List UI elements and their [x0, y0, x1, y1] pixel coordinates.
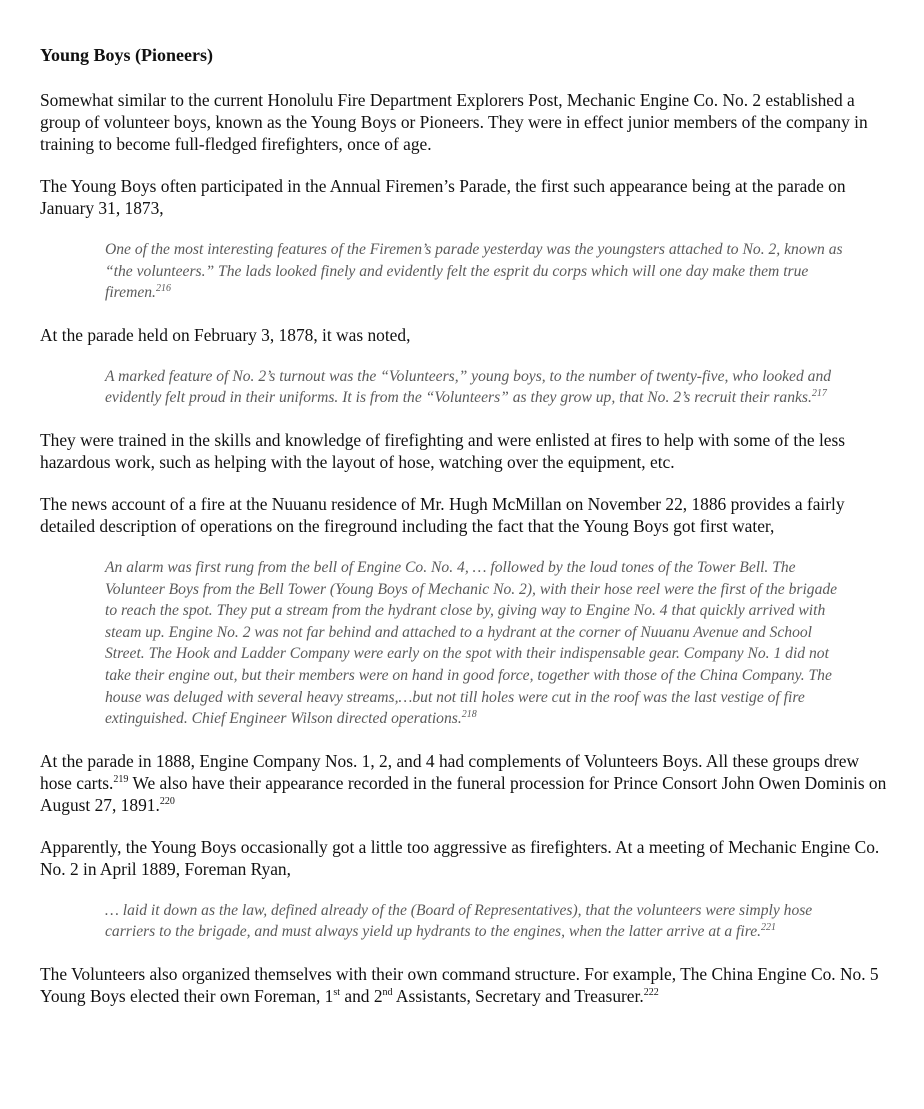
document-page [40, 44, 892, 1027]
section-heading: Young Boys (Pioneers) [40, 45, 214, 65]
ordinal-suffix: nd [382, 987, 393, 999]
footnote-ref-219: 219 [113, 773, 129, 785]
quote-foreman-ryan [40, 900, 892, 943]
paragraph-text: At the parade in 1888, Engine Company Nos. 1, 2, and 4 had complements of Volunteers Boys. All these groups drew hose carts. [40, 750, 860, 793]
quote-text: A marked feature of No. 2’s turnout was the “Volunteers,” young boys, to the number of twenty-five, who looked and evidently felt proud in their uniforms. It is from the “Volunteers” as they grow up, that No. 2’s recruit their ranks. [105, 367, 832, 407]
footnote-ref-220: 220 [159, 795, 175, 807]
paragraph-parade-1878: At the parade held on February 3, 1878, it was noted, [40, 324, 411, 345]
paragraph-command-structure [40, 963, 892, 1007]
footnote-ref-222: 222 [643, 987, 659, 999]
quote-1873 [40, 239, 892, 304]
quote-text: An alarm was first rung from the bell of Engine Co. No. 4, … followed by the loud tones of the Tower Bell. The Volunteer Boys from the Bell Tower (Young Boys of Mechanic No. 2), with their hose reel were the first of the brigade to reach the spot. They put a stream from the hydrant close by, giving way to Engine No. 4 that quickly arrived with steam up. Engine No. 2 was not far behind and attached to a hydrant at the corner of Nuuanu Avenue and School Street. The Hook and Ladder Company were early on the spot with their indispensable gear. Company No. 1 did not take their engine out, but their members were on hand in good force, together with those of the China Company. The house was deluged with several heavy streams,…but not till holes were cut in the roof was the last vestige of fire extinguished. Chief Engineer Wilson directed operations. [105, 558, 838, 728]
paragraph-nuuanu-fire: The news account of a fire at the Nuuanu residence of Mr. Hugh McMillan on November 22, 1886 provides a fairly detailed description of operations on the fireground including the fact that the Young Boys got first water, [40, 493, 845, 536]
quote-text: One of the most interesting features of the Firemen’s parade yesterday was the youngsters attached to No. 2, known as “the volunteers.” The lads looked finely and evidently felt the esprit du corps which will one day make them true firemen. [105, 241, 843, 302]
footnote-ref-221: 221 [761, 922, 777, 934]
paragraph-parade-1888 [40, 750, 892, 816]
ordinal-suffix: st [333, 987, 341, 999]
paragraph-parade-1873: The Young Boys often participated in the Annual Firemen’s Parade, the first such appearance being at the parade on January 31, 1873, [40, 176, 846, 218]
paragraph-text: and 2 [340, 985, 383, 1006]
quote-1878 [40, 366, 892, 409]
paragraph-aggressive: Apparently, the Young Boys occasionally got a little too aggressive as firefighters. At a meeting of Mechanic Engine Co. No. 2 in April 1889, Foreman Ryan, [40, 836, 880, 879]
paragraph-text: Assistants, Secretary and Treasurer. [392, 985, 644, 1006]
quote-nuuanu-fire [40, 557, 892, 730]
paragraph-intro: Somewhat similar to the current Honolulu Fire Department Explorers Post, Mechanic Engine Co. No. 2 established a group of volunteer boys, known as the Young Boys or Pioneers. They were in effect junior members of the company in training to become full-fledged firefighters, once of age. [40, 90, 868, 154]
quote-text: … laid it down as the law, defined already of the (Board of Representatives), that the volunteers were simply hose carriers to the brigade, and must always yield up hydrants to the engines, when the latter arrive at a fire. [105, 901, 813, 941]
paragraph-text: We also have their appearance recorded in the funeral procession for Prince Consort John Owen Dominis on August 27, 1891. [40, 772, 887, 815]
paragraph-text: The Volunteers also organized themselves with their own command structure. For example, The China Engine Co. No. 5 Young Boys elected their own Foreman, 1 [40, 963, 879, 1006]
footnote-ref-217: 217 [811, 388, 827, 400]
paragraph-training: They were trained in the skills and knowledge of firefighting and were enlisted at fires to help with some of the less hazardous work, such as helping with the layout of hose, watching over the equipment, etc. [40, 429, 846, 472]
footnote-ref-218: 218 [461, 708, 477, 720]
footnote-ref-216: 216 [155, 283, 171, 294]
